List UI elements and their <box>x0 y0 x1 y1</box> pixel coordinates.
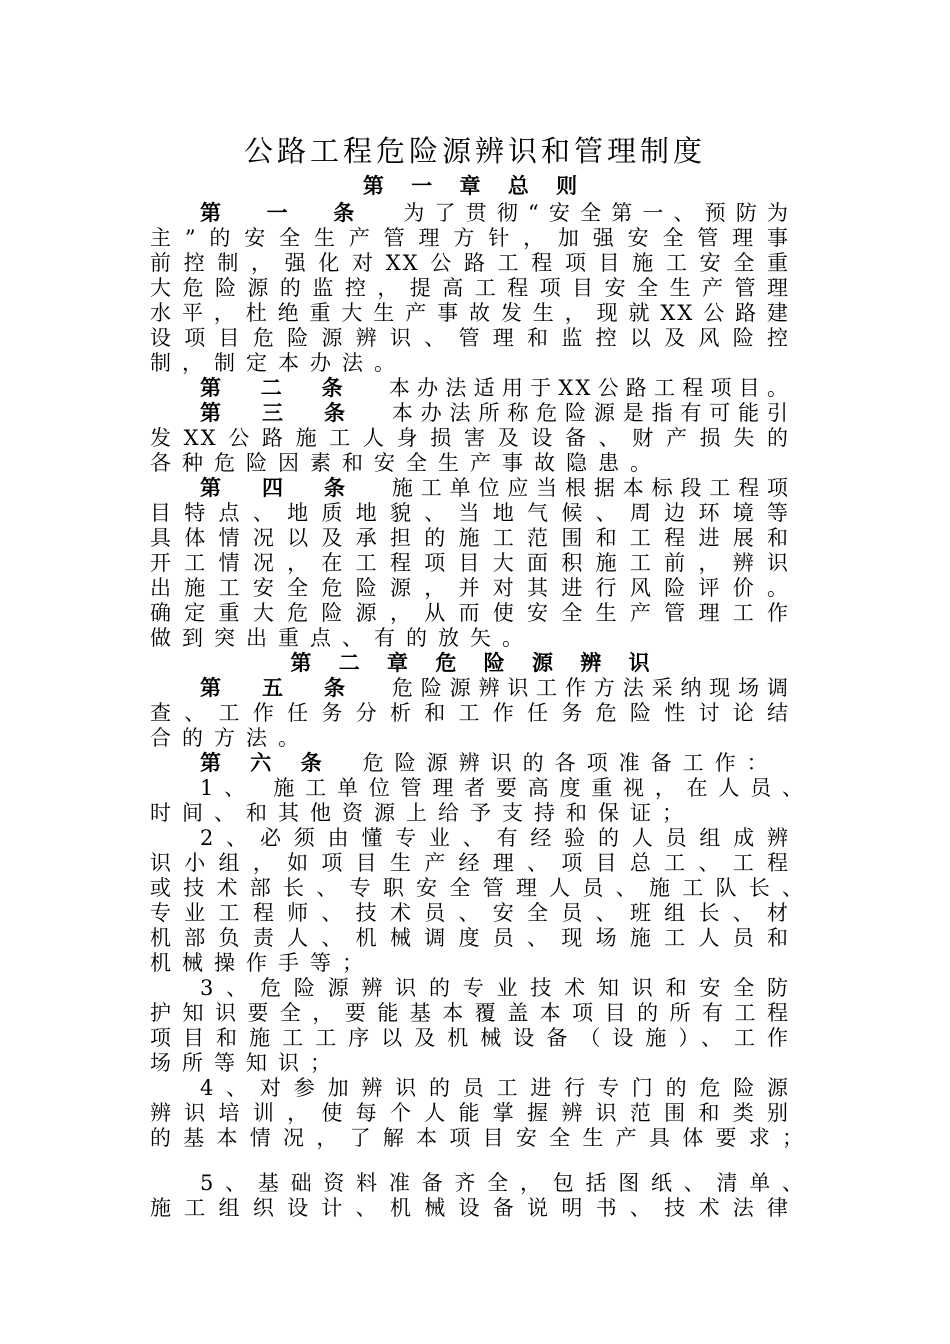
article-2-label: 第 二 条 <box>200 375 359 400</box>
item-4-line-2: 辨识培训，使每个人能掌握辨识范围和类别 <box>150 1101 790 1125</box>
article-3-line-2: 发XX公路施工人身损害及设备、财产损失的 <box>150 426 790 450</box>
article-3-line-3: 各种危险因素和安全生产事故隐患。 <box>150 451 662 475</box>
article-4-line-7: 做到突出重点、有的放矢。 <box>150 626 534 650</box>
item-3-line-2: 护知识要全，要能基本覆盖本项目的所有工程 <box>150 1001 790 1025</box>
article-4-line-4: 开工情况，在工程项目大面积施工前，辨识 <box>150 551 790 575</box>
article-1-line-4: 大危险源的监控，提高工程项目安全生产管理 <box>150 276 790 300</box>
article-5-label: 第 五 条 <box>200 675 362 700</box>
chapter-1-heading: 第 一 章 总 则 <box>362 173 588 198</box>
article-1-label: 第 一 条 <box>200 200 374 225</box>
article-3-line-1: 第 三 条 本办法所称危险源是指有可能引 <box>200 400 791 425</box>
article-4-line-1: 第 四 条 施工单位应当根据本标段工程项 <box>200 475 791 500</box>
item-1-line-2: 时间、和其他资源上给予支持和保证； <box>150 801 694 825</box>
article-4-label: 第 四 条 <box>200 475 362 500</box>
article-4-line-5: 出施工安全危险源，并对其进行风险评价。 <box>150 576 790 600</box>
article-5-line-3: 合的方法。 <box>150 726 310 750</box>
article-1-line-2: 主”的安全生产管理方针，加强安全管理事 <box>150 226 790 250</box>
article-1-line-7: 制，制定本办法。 <box>150 351 406 375</box>
article-3-label: 第 三 条 <box>200 400 362 425</box>
item-2-line-5: 机部负责人、机械调度员、现场施工人员和 <box>150 926 790 950</box>
article-4-line-2: 目特点、地质地貌、当地气候、周边环境等 <box>150 501 790 525</box>
item-3-line-4: 场所等知识； <box>150 1051 342 1075</box>
article-6-label: 第 六 条 <box>200 750 333 775</box>
article-5-line-2: 查、工作任务分析和工作任务危险性讨论结 <box>150 701 790 725</box>
article-1-line-1: 第 一 条 为了贯彻“安全第一、预防为 <box>200 200 790 225</box>
article-4-line-3: 具体情况以及承担的施工范围和工程进展和 <box>150 526 790 550</box>
item-5-line-1: 5、基础资料准备齐全，包括图纸、清单、 <box>200 1171 805 1195</box>
item-1-line-1: 1、 施工单位管理者要高度重视，在人员、 <box>200 776 805 800</box>
document-title: 公路工程危险源辨识和管理制度 <box>243 134 706 168</box>
article-5-line-1: 第 五 条 危险源辨识工作方法采纳现场调 <box>200 675 791 700</box>
item-2-line-2: 识小组，如项目生产经理、项目总工、工程 <box>150 851 790 875</box>
item-2-line-4: 专业工程师、技术员、安全员、班组长、材 <box>150 901 790 925</box>
item-2-line-6: 机械操作手等； <box>150 951 374 975</box>
article-6-line-1: 第 六 条 危险源辨识的各项准备工作： <box>200 750 779 775</box>
item-4-line-3: 的基本情况，了解本项目安全生产具体要求； <box>150 1126 805 1150</box>
article-1-line-3: 前控制，强化对XX公路工程项目施工安全重 <box>150 251 790 275</box>
item-2-line-3: 或技术部长、专职安全管理人员、施工队长、 <box>150 876 805 900</box>
article-1-line-6: 设项目危险源辨识、管理和监控以及风险控 <box>150 326 790 350</box>
item-2-line-1: 2、必须由懂专业、有经验的人员组成辨 <box>200 826 790 850</box>
chapter-2-heading: 第 二 章 危 险 源 辨 识 <box>290 650 660 675</box>
item-5-line-2: 施工组织设计、机械设备说明书、技术法律 <box>150 1196 790 1220</box>
item-3-line-1: 3、危险源辨识的专业技术知识和安全防 <box>200 976 790 1000</box>
article-4-line-6: 确定重大危险源，从而使安全生产管理工作 <box>150 601 790 625</box>
item-4-line-1: 4、对参加辨识的员工进行专门的危险源 <box>200 1076 790 1100</box>
article-2-line-1: 第 二 条 本办法适用于XX公路工程项目。 <box>200 375 791 400</box>
item-3-line-3: 项目和施工工序以及机械设备（设施）、工作 <box>150 1026 790 1050</box>
article-1-line-5: 水平，杜绝重大生产事故发生，现就XX公路建 <box>150 301 790 325</box>
